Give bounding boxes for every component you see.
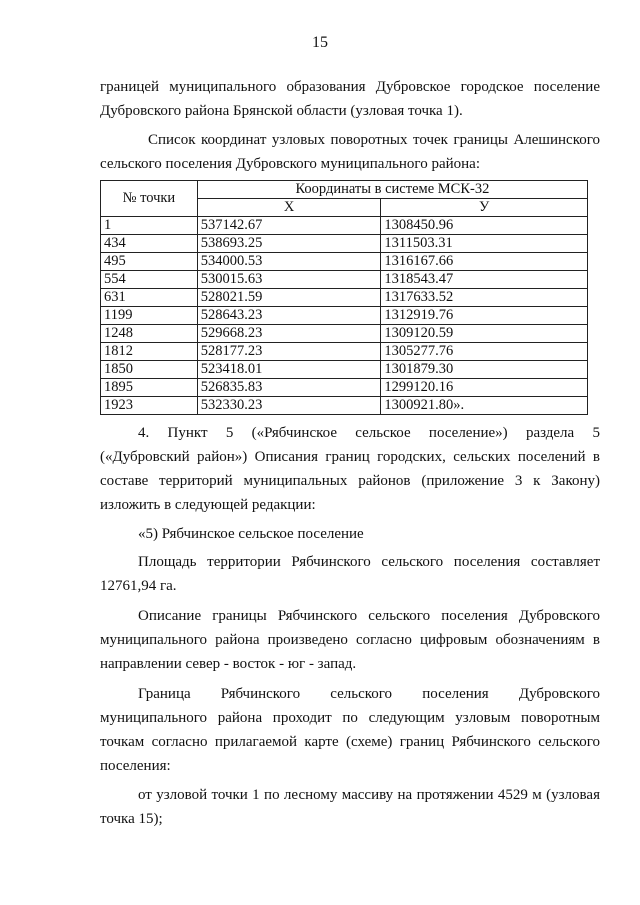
cell-y: 1308450.96 [381, 217, 588, 235]
cell-y: 1299120.16 [381, 379, 588, 397]
cell-point: 1923 [101, 397, 198, 415]
header-x: Х [197, 199, 381, 217]
cell-x: 528643.23 [197, 307, 381, 325]
point-line: от узловой точки 1 по лесному массиву на протяжении 4529 м (узловая [138, 787, 600, 803]
item-4-line: 4. Пункт 5 («Рябчинское сельское поселение») раздела 5 [138, 425, 600, 441]
cell-x: 538693.25 [197, 235, 381, 253]
cell-x: 528021.59 [197, 289, 381, 307]
area-line: Площадь территории Рябчинского сельского поселения составляет [138, 554, 600, 570]
table-row [101, 253, 588, 271]
cell-point: 1 [101, 217, 198, 235]
coordinates-table [100, 180, 588, 415]
header-coordinates-system: Координаты в системе МСК-32 [197, 181, 587, 199]
cell-point: 1199 [101, 307, 198, 325]
cell-x: 537142.67 [197, 217, 381, 235]
cell-y: 1311503.31 [381, 235, 588, 253]
header-point-number: № точки [101, 181, 198, 217]
boundary-line: муниципального района проходит по следующим узловым поворотным [100, 710, 600, 726]
table-row [101, 325, 588, 343]
area-line: 12761,94 га. [100, 578, 177, 594]
table-row [101, 343, 588, 361]
table-row [101, 289, 588, 307]
intro-line: границей муниципального образования Дубровское городское поселение [100, 79, 600, 95]
description-line: муниципального района произведено согласно цифровым обозначениям в [100, 632, 600, 648]
description-line: Описание границы Рябчинского сельского поселения Дубровского [138, 608, 600, 624]
table-row [101, 361, 588, 379]
table-row [101, 235, 588, 253]
cell-point: 1812 [101, 343, 198, 361]
cell-y: 1301879.30 [381, 361, 588, 379]
cell-point: 1850 [101, 361, 198, 379]
boundary-line: Граница Рябчинского сельского поселения Дубровского [138, 686, 600, 702]
item-4-line: изложить в следующей редакции: [100, 497, 316, 513]
intro-line: Дубровского района Брянской области (узловая точка 1). [100, 103, 463, 119]
description-line: направлении север - восток - юг - запад. [100, 656, 357, 672]
table-row [101, 307, 588, 325]
boundary-line: точкам согласно прилагаемой карте (схеме) границ Рябчинского сельского [100, 734, 600, 750]
item-4-line: («Дубровский район») Описания границ городских, сельских поселений в [100, 449, 600, 465]
cell-point: 434 [101, 235, 198, 253]
cell-point: 554 [101, 271, 198, 289]
cell-y: 1317633.52 [381, 289, 588, 307]
table-row [101, 271, 588, 289]
cell-y: 1312919.76 [381, 307, 588, 325]
cell-y: 1305277.76 [381, 343, 588, 361]
section-heading: «5) Рябчинское сельское поселение [138, 526, 364, 542]
cell-x: 523418.01 [197, 361, 381, 379]
cell-y: 1318543.47 [381, 271, 588, 289]
cell-point: 495 [101, 253, 198, 271]
cell-y: 1316167.66 [381, 253, 588, 271]
cell-point: 1248 [101, 325, 198, 343]
header-y: У [381, 199, 588, 217]
boundary-line: поселения: [100, 758, 171, 774]
cell-y: 1300921.80». [381, 397, 588, 415]
list-title-line: Список координат узловых поворотных точек границы Алешинского [148, 132, 600, 148]
cell-x: 534000.53 [197, 253, 381, 271]
cell-point: 1895 [101, 379, 198, 397]
point-line: точка 15); [100, 811, 163, 827]
cell-x: 532330.23 [197, 397, 381, 415]
cell-y: 1309120.59 [381, 325, 588, 343]
cell-point: 631 [101, 289, 198, 307]
cell-x: 530015.63 [197, 271, 381, 289]
table-row [101, 397, 588, 415]
table-row [101, 217, 588, 235]
page-number: 15 [312, 34, 328, 51]
item-4-line: составе территорий муниципальных районов (приложение 3 к Закону) [100, 473, 600, 489]
list-title-line: сельского поселения Дубровского муниципального района: [100, 156, 480, 172]
cell-x: 529668.23 [197, 325, 381, 343]
cell-x: 528177.23 [197, 343, 381, 361]
table-row [101, 379, 588, 397]
cell-x: 526835.83 [197, 379, 381, 397]
